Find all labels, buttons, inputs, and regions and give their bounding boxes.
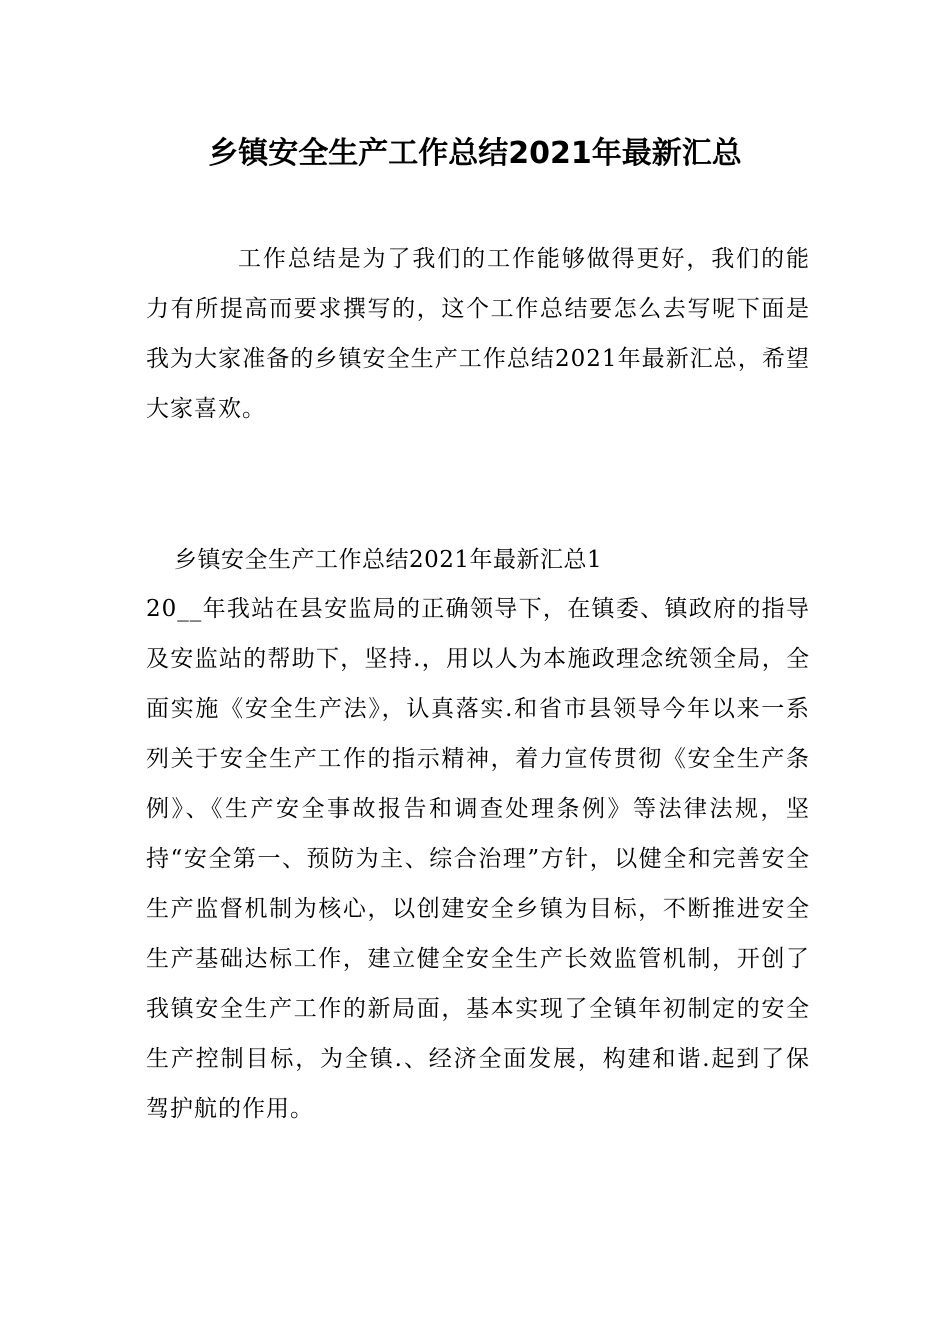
section-body-paragraph: 20__年我站在县安监局的正确领导下，在镇委、镇政府的指导及安监站的帮助下，坚持.，用以人为本施政理念统领全局，全面实施《安全生产法》，认真落实.和省市县领导今年以来一系列关于安全生产工作的指示精神，着力宣传贯彻《安全生产条例》、《生产安全事故报告和调查处理条例》等法律法规，坚持“安全第一、预防为主、综合治理”方针，以健全和完善安全生产监督机制为核心，以创建安全乡镇为目标，不断推进安全生产基础达标工作，建立健全安全生产长效监管机制，开创了我镇安全生产工作的新局面，基本实现了全镇年初制定的安全生产控制目标，为全镇.、经济全面发展，构建和谐.起到了保驾护航的作用。	[146, 596, 810, 1122]
section-heading: 乡镇安全生产工作总结2021年最新汇总1	[174, 547, 603, 573]
intro-paragraph: 工作总结是为了我们的工作能够做得更好，我们的能力有所提高而要求撰写的，这个工作总结要怎么去写呢下面是我为大家准备的乡镇安全生产工作总结2021年最新汇总，希望大家喜欢。	[146, 246, 810, 422]
document-title: 乡镇安全生产工作总结2021年最新汇总	[208, 136, 742, 171]
